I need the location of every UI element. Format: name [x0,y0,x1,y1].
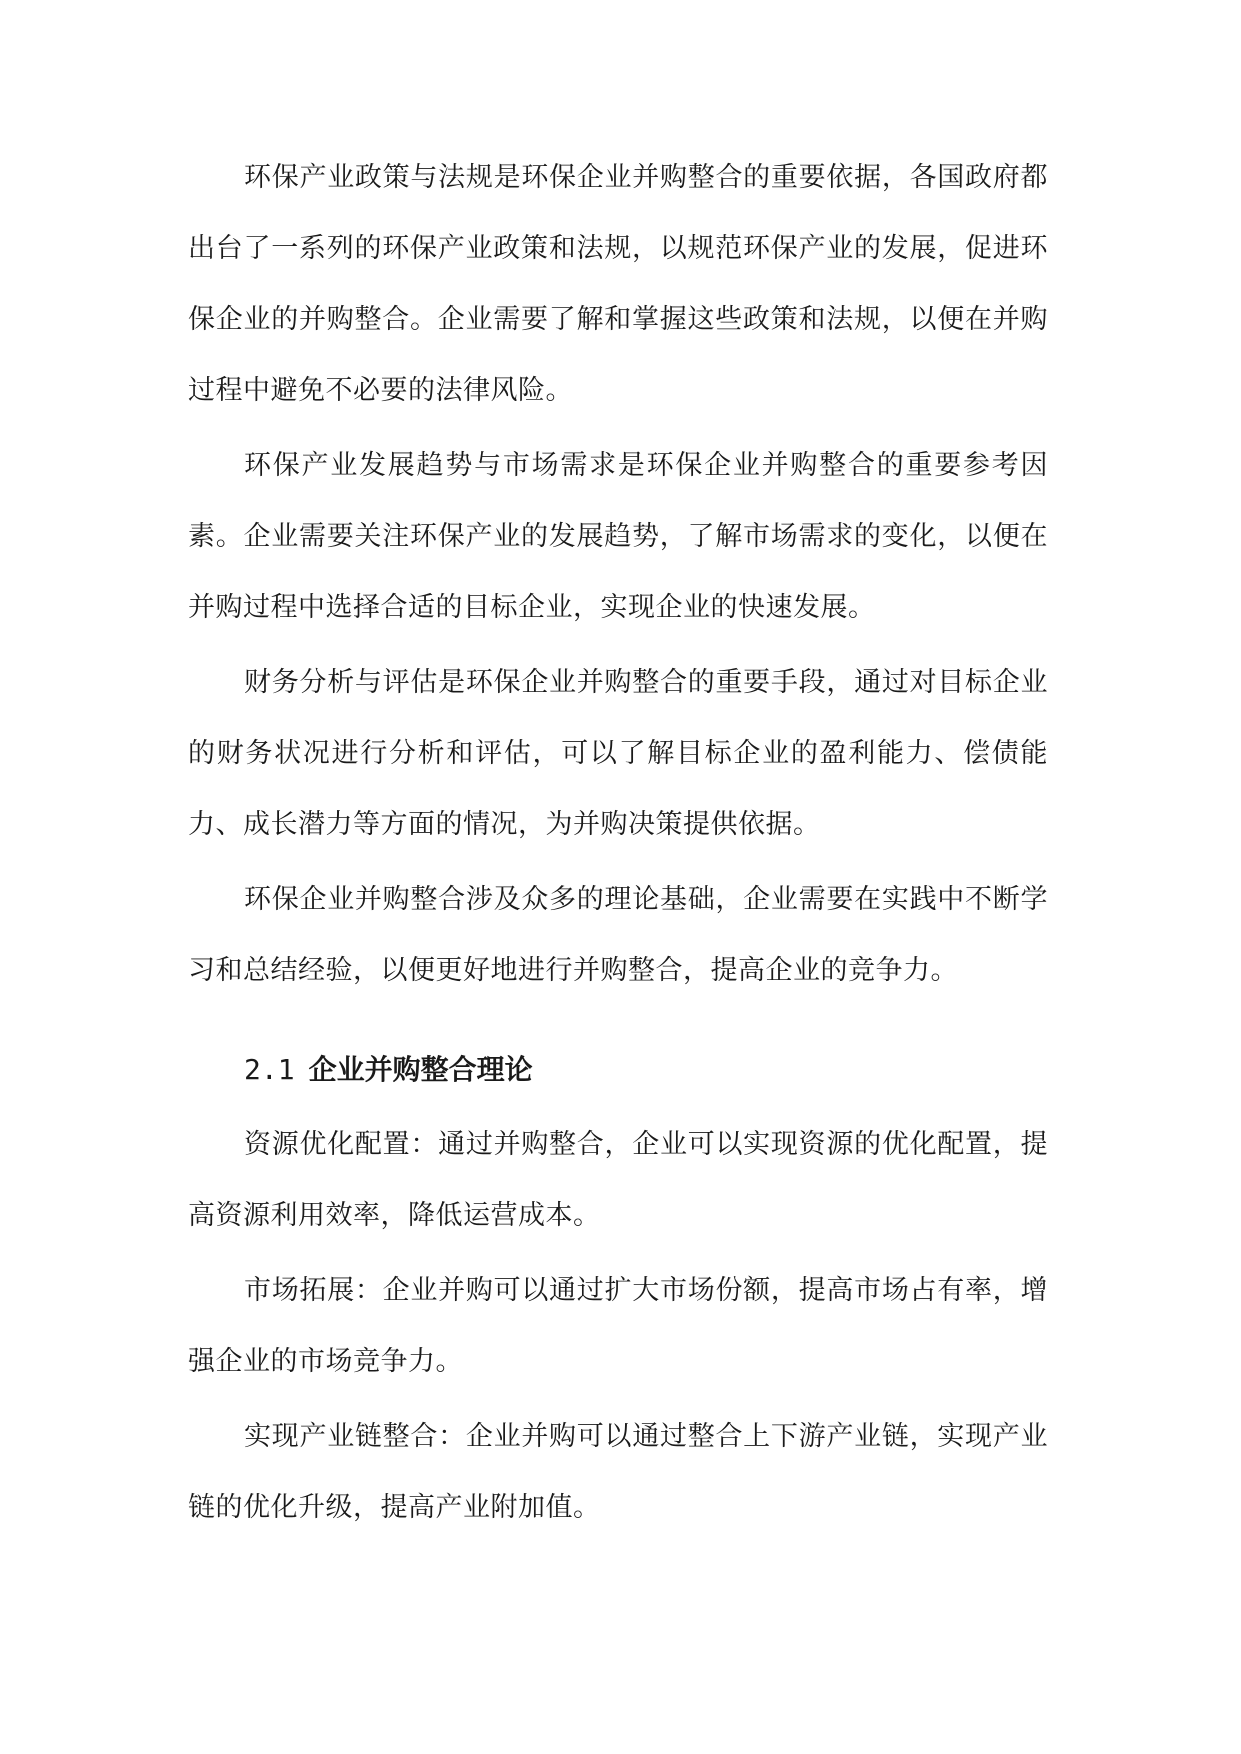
paragraph-theory-summary: 环保企业并购整合涉及众多的理论基础，企业需要在实践中不断学习和总结经验，以便更好地进行并购整合，提高企业的竞争力。 [188,884,1048,986]
section-title: 企业并购整合理论 [308,1053,533,1086]
paragraph-resource-optimization: 资源优化配置：通过并购整合，企业可以实现资源的优化配置，提高资源利用效率，降低运营成本。 [188,1129,1048,1231]
section-heading [188,1034,1048,1105]
section-number: 2.1 [244,1053,295,1086]
paragraph-industry-chain: 实现产业链整合：企业并购可以通过整合上下游产业链，实现产业链的优化升级，提高产业附加值。 [188,1421,1048,1523]
paragraph-financial-analysis: 财务分析与评估是环保企业并购整合的重要手段，通过对目标企业的财务状况进行分析和评估，可以了解目标企业的盈利能力、偿债能力、成长潜力等方面的情况，为并购决策提供依据。 [188,667,1048,840]
paragraph-market-expansion: 市场拓展：企业并购可以通过扩大市场份额，提高市场占有率，增强企业的市场竞争力。 [188,1275,1048,1377]
paragraph-industry-trends: 环保产业发展趋势与市场需求是环保企业并购整合的重要参考因素。企业需要关注环保产业的发展趋势，了解市场需求的变化，以便在并购过程中选择合适的目标企业，实现企业的快速发展。 [188,450,1048,623]
document-body [188,142,1048,1543]
paragraph-policy-regulations: 环保产业政策与法规是环保企业并购整合的重要依据，各国政府都出台了一系列的环保产业政策和法规，以规范环保产业的发展，促进环保企业的并购整合。企业需要了解和掌握这些政策和法规，以便在并购过程中避免不必要的法律风险。 [188,162,1048,406]
